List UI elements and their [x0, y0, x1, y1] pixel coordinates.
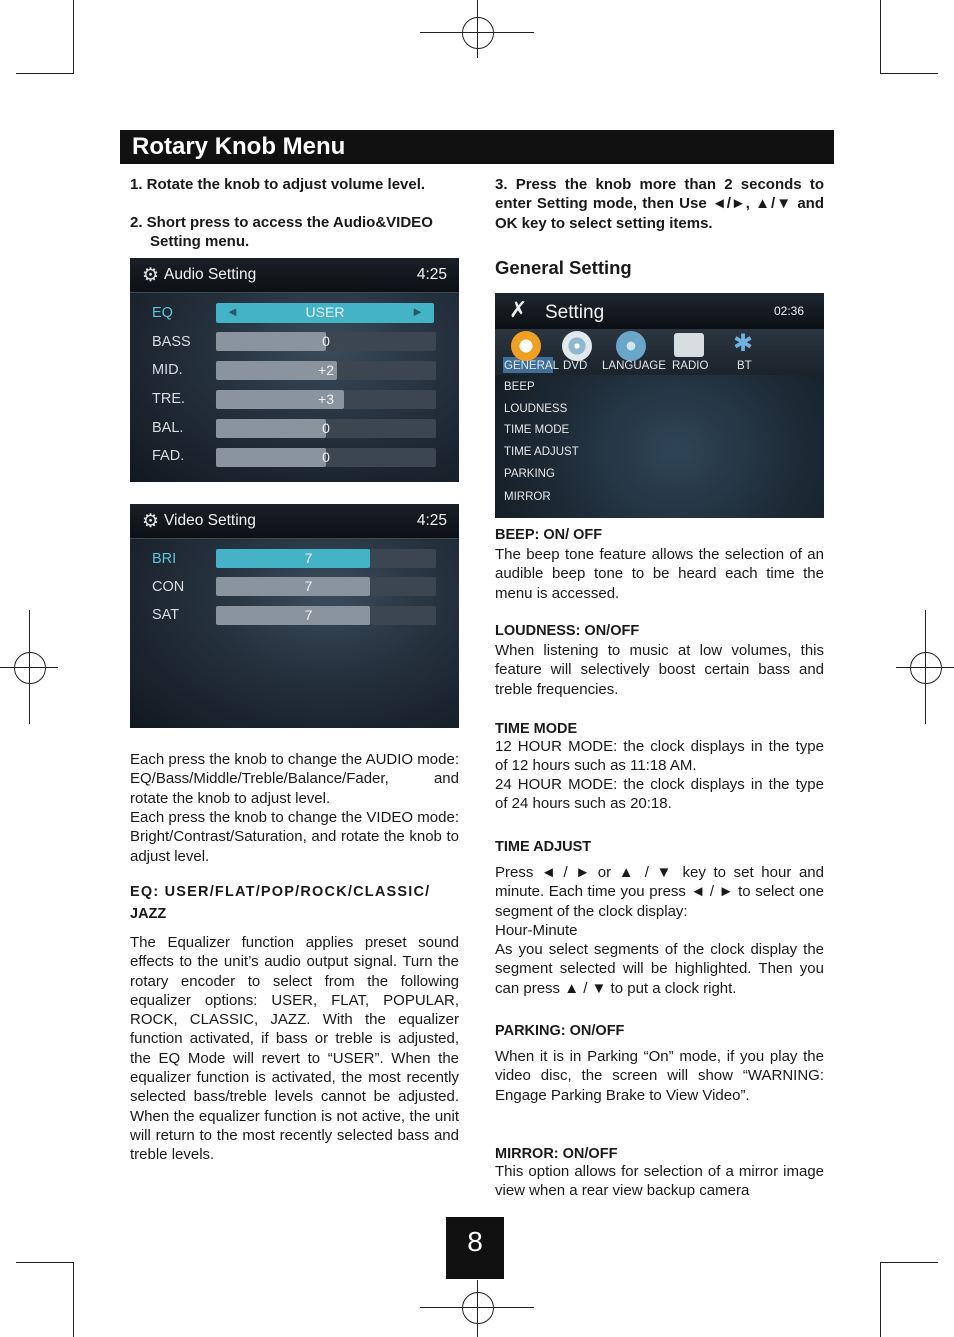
- crop-mark: [880, 0, 881, 74]
- screen-clock: 4:25: [416, 512, 447, 529]
- gear-icon: ⚙: [142, 511, 160, 532]
- crop-mark: [880, 73, 938, 74]
- time-adjust-text-3: As you select segments of the clock display the segment selected will be highlighted. Then you can press ▲ / ▼ to put a clock right.: [495, 941, 824, 997]
- crop-mark: [880, 1262, 881, 1337]
- audio-row-label: EQ: [152, 305, 173, 321]
- tab-general[interactable]: GENERAL: [504, 360, 559, 372]
- video-row-label: SAT: [152, 607, 180, 623]
- setting-item-time-adjust[interactable]: TIME ADJUST: [504, 446, 579, 458]
- crop-mark: [16, 1262, 74, 1263]
- page-number: 8: [467, 1226, 483, 1257]
- tab-radio[interactable]: RADIO: [672, 360, 709, 372]
- level-bar[interactable]: [216, 332, 436, 351]
- registration-mark: [910, 652, 942, 684]
- registration-mark: [0, 667, 58, 668]
- screen-clock: 4:25: [416, 266, 447, 283]
- eq-selector[interactable]: [216, 303, 434, 323]
- level-bar[interactable]: [216, 390, 436, 409]
- loudness-description: When listening to music at low volumes, this feature will selectively boost certain bass and treble frequencies.: [495, 642, 824, 698]
- beep-description: The beep tone feature allows the selection of an audible beep tone to be heard each time the menu is accessed.: [495, 546, 824, 602]
- eq-value: USER: [305, 304, 345, 320]
- setting-item-mirror[interactable]: MIRROR: [504, 491, 551, 503]
- video-setting-screen: [130, 504, 459, 728]
- setting-item-time-mode[interactable]: TIME MODE: [504, 424, 570, 436]
- time-adjust-text-1: Press ◄ / ► or ▲ / ▼ key to set hour and minute. Each time you press ◄ / ► to select one segment of the clock display:: [495, 864, 824, 920]
- registration-mark: [896, 667, 954, 668]
- screen-title: Audio Setting: [164, 266, 257, 283]
- arrow-left-icon[interactable]: ◄: [226, 304, 239, 319]
- step-2-line-2: Setting menu.: [150, 233, 250, 250]
- general-setting-heading: General Setting: [495, 257, 632, 278]
- setting-item-parking[interactable]: PARKING: [504, 468, 555, 480]
- crop-mark: [73, 0, 74, 74]
- tab-bt[interactable]: BT: [737, 360, 752, 372]
- level-bar[interactable]: [216, 361, 436, 380]
- crop-mark: [16, 73, 74, 74]
- language-globe-icon[interactable]: [616, 331, 646, 361]
- mirror-heading: MIRROR: ON/OFF: [495, 1146, 618, 1162]
- setting-item-loudness[interactable]: LOUDNESS: [504, 403, 568, 415]
- general-setting-screen: [495, 293, 824, 518]
- level-value: 0: [322, 333, 330, 349]
- registration-mark: [462, 1292, 494, 1324]
- crop-mark: [880, 1262, 938, 1263]
- audio-row-label: TRE.: [152, 391, 186, 407]
- level-value: 7: [304, 550, 313, 566]
- dvd-icon[interactable]: [562, 331, 592, 361]
- audio-row-label: FAD.: [152, 448, 185, 464]
- video-row-label: CON: [152, 579, 185, 595]
- registration-mark: [462, 17, 494, 49]
- level-bar[interactable]: [216, 577, 436, 596]
- parking-description: When it is in Parking “On” mode, if you play the video disc, the screen will show “WARNING: Engage Parking Brake to View Video”.: [495, 1048, 824, 1104]
- registration-mark: [420, 32, 534, 33]
- level-value: 7: [304, 607, 313, 623]
- level-bar[interactable]: [216, 419, 436, 438]
- level-value: +3: [318, 391, 334, 407]
- time-mode-24h: 24 HOUR MODE: the clock displays in the type of 24 hours such as 20:18.: [495, 776, 824, 813]
- level-bar[interactable]: [216, 606, 436, 625]
- screen-title: Video Setting: [164, 512, 256, 529]
- tab-language[interactable]: LANGUAGE: [602, 360, 666, 372]
- level-bar[interactable]: [216, 549, 436, 568]
- registration-mark: [477, 0, 478, 58]
- beep-heading: BEEP: ON/ OFF: [495, 527, 603, 543]
- audio-row-label: BASS: [152, 334, 191, 350]
- wrench-icon: ✗: [509, 297, 528, 322]
- level-value: 0: [322, 420, 330, 436]
- time-mode-heading: TIME MODE: [495, 721, 578, 737]
- registration-mark: [14, 652, 46, 684]
- screen-title: Setting: [545, 302, 605, 323]
- registration-mark: [477, 1280, 478, 1337]
- step-3: 3. Press the knob more than 2 seconds to enter Setting mode, then Use ◄/►, ▲/▼ and OK key to select setting items.: [495, 176, 824, 232]
- radio-icon[interactable]: [674, 333, 704, 357]
- time-mode-12h: 12 HOUR MODE: the clock displays in the type of 12 hours such as 11:18 AM.: [495, 738, 824, 775]
- bluetooth-icon[interactable]: ✱: [733, 330, 754, 357]
- step-2-line-1: 2. Short press to access the Audio&VIDEO: [130, 214, 433, 231]
- step-1: 1. Rotate the knob to adjust volume level.: [130, 176, 426, 193]
- level-bar[interactable]: [216, 448, 436, 467]
- gear-icon: ⚙: [142, 265, 160, 286]
- mirror-description: This option allows for selection of a mirror image view when a rear view backup camera: [495, 1163, 824, 1200]
- tab-dvd[interactable]: DVD: [563, 360, 588, 372]
- audio-row-label: BAL.: [152, 420, 184, 436]
- audio-mode-description: Each press the knob to change the AUDIO mode: EQ/Bass/Middle/Treble/Balance/Fader, and rotate the knob to adjust level.: [130, 751, 459, 807]
- eq-description: The Equalizer function applies preset sound effects to the unit’s audio output signal. Turn the rotary encoder to select from the following equalizer options: USER, FLAT, POPULAR, ROCK, CLASSIC, JAZZ. With the equalizer function activated, if bass or treble is adjusted, the EQ Mode will revert to “USER”. When the equalizer function is activated, the most recently selected bass/treble levels cannot be adjusted. When the equalizer function is not active, the unit will return to the most recently selected bass and treble levels.: [130, 934, 459, 1164]
- crop-mark: [73, 1262, 74, 1337]
- level-value: 0: [322, 449, 330, 465]
- video-mode-description: Each press the knob to change the VIDEO mode: Bright/Contrast/Saturation, and rotate the knob to adjust level.: [130, 809, 459, 865]
- screen-clock: 02:36: [773, 304, 804, 318]
- loudness-heading: LOUDNESS: ON/OFF: [495, 623, 640, 639]
- page-title: Rotary Knob Menu: [132, 133, 346, 160]
- eq-heading-line-1: EQ: USER/FLAT/POP/ROCK/CLASSIC/: [130, 884, 431, 900]
- time-adjust-heading: TIME ADJUST: [495, 839, 592, 855]
- general-icon[interactable]: [511, 331, 541, 361]
- audio-setting-screen: [130, 258, 459, 482]
- parking-heading: PARKING: ON/OFF: [495, 1023, 625, 1039]
- setting-item-beep[interactable]: BEEP: [504, 381, 535, 393]
- arrow-right-icon[interactable]: ►: [411, 304, 424, 319]
- audio-row-label: MID.: [152, 362, 183, 378]
- eq-heading-line-2: JAZZ: [130, 906, 167, 922]
- registration-mark: [420, 1307, 534, 1308]
- level-value: 7: [304, 578, 313, 594]
- video-row-label: BRI: [152, 551, 177, 567]
- time-adjust-text-2: Hour-Minute: [495, 922, 578, 939]
- level-value: +2: [318, 362, 334, 378]
